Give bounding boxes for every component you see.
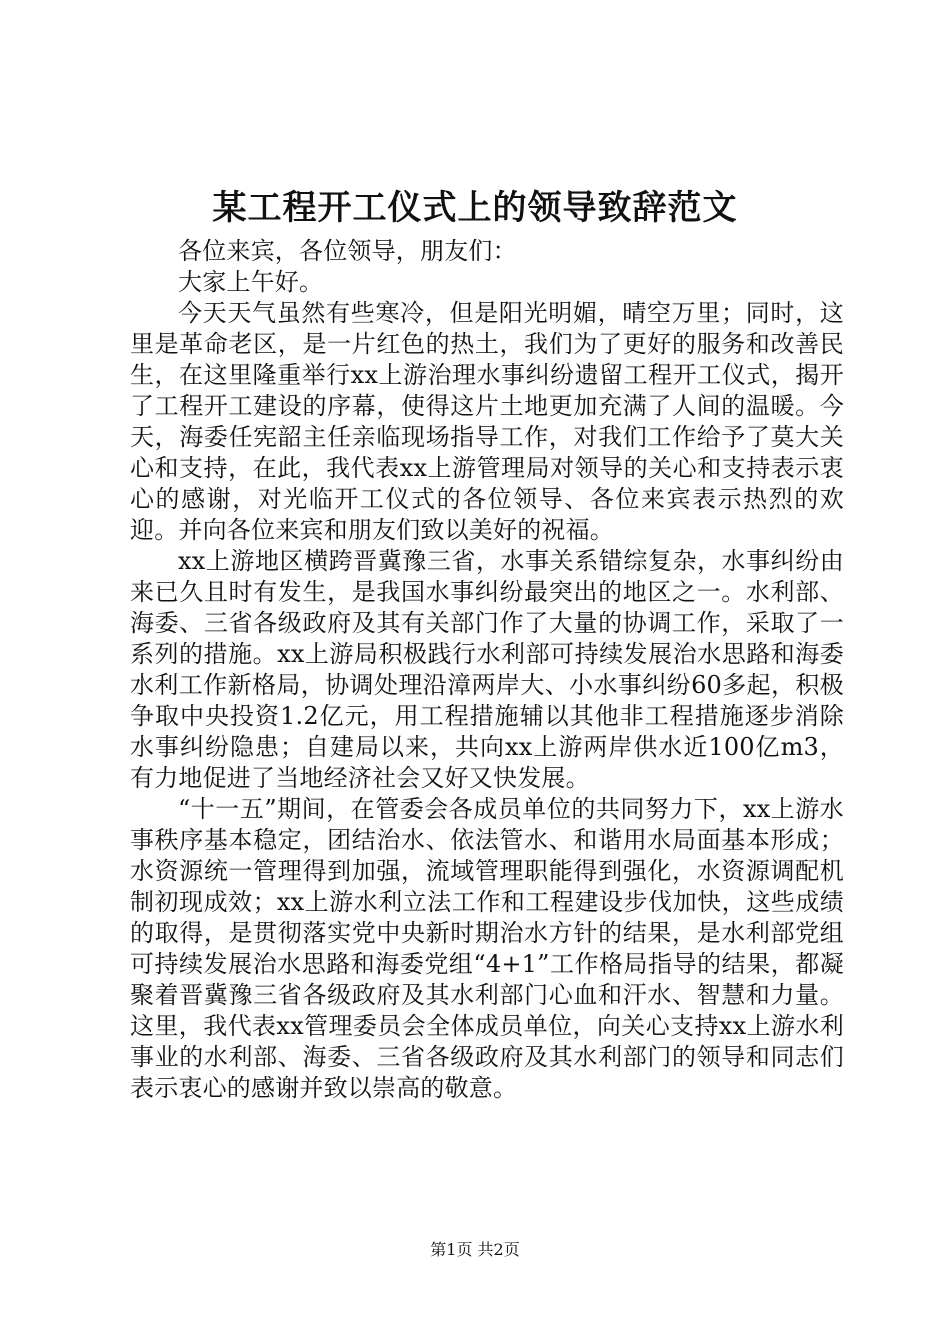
paragraph-welcome: 今天天气虽然有些寒冷，但是阳光明媚，晴空万里；同时，这里是革命老区，是一片红色的热土，我们为了更好的服务和改善民生，在这里隆重举行xx上游治理水事纠纷遗留工程开工仪式，揭开了工程开工建设的序幕，使得这片土地更加充满了人间的温暖。今天，海委任宪韶主任亲临现场指导工作，对我们工作给予了莫大关心和支持，在此，我代表xx上游管理局对领导的关心和支持表示衷心的感谢，对光临开工仪式的各位领导、各位来宾表示热烈的欢迎。并向各位来宾和朋友们致以美好的祝福。: [130, 299, 844, 544]
document-title: 某工程开工仪式上的领导致辞范文: [212, 188, 738, 228]
page-number-footer: 第1页 共2页: [430, 1240, 520, 1259]
paragraph-morning: 大家上午好。: [178, 268, 324, 296]
paragraph-region: xx上游地区横跨晋冀豫三省，水事关系错综复杂，水事纠纷由来已久且时有发生，是我国水事纠纷最突出的地区之一。水利部、海委、三省各级政府及其有关部门作了大量的协调工作，采取了一系列的措施。xx上游局积极践行水利部可持续发展治水思路和海委水利工作新格局，协调处理沿漳两岸大、小水事纠纷60多起，积极争取中央投资1.2亿元，用工程措施辅以其他非工程措施逐步消除水事纠纷隐患；自建局以来，共向xx上游两岸供水近100亿m3，有力地促进了当地经济社会又好又快发展。: [130, 547, 844, 792]
paragraph-greeting: 各位来宾，各位领导，朋友们：: [178, 237, 517, 265]
document-body: [130, 236, 844, 1104]
paragraph-achievements: “十一五”期间，在管委会各成员单位的共同努力下，xx上游水事秩序基本稳定，团结治水、依法管水、和谐用水局面基本形成；水资源统一管理得到加强，流域管理职能得到强化，水资源调配机制初现成效；xx上游水利立法工作和工程建设步伐加快，这些成绩的取得，是贯彻落实党中央新时期治水方针的结果，是水利部党组可持续发展治水思路和海委党组“4+1”工作格局指导的结果，都凝聚着晋冀豫三省各级政府及其水利部门心血和汗水、智慧和力量。这里，我代表xx管理委员会全体成员单位，向关心支持xx上游水利事业的水利部、海委、三省各级政府及其水利部门的领导和同志们表示衷心的感谢并致以崇高的敬意。: [130, 795, 844, 1102]
